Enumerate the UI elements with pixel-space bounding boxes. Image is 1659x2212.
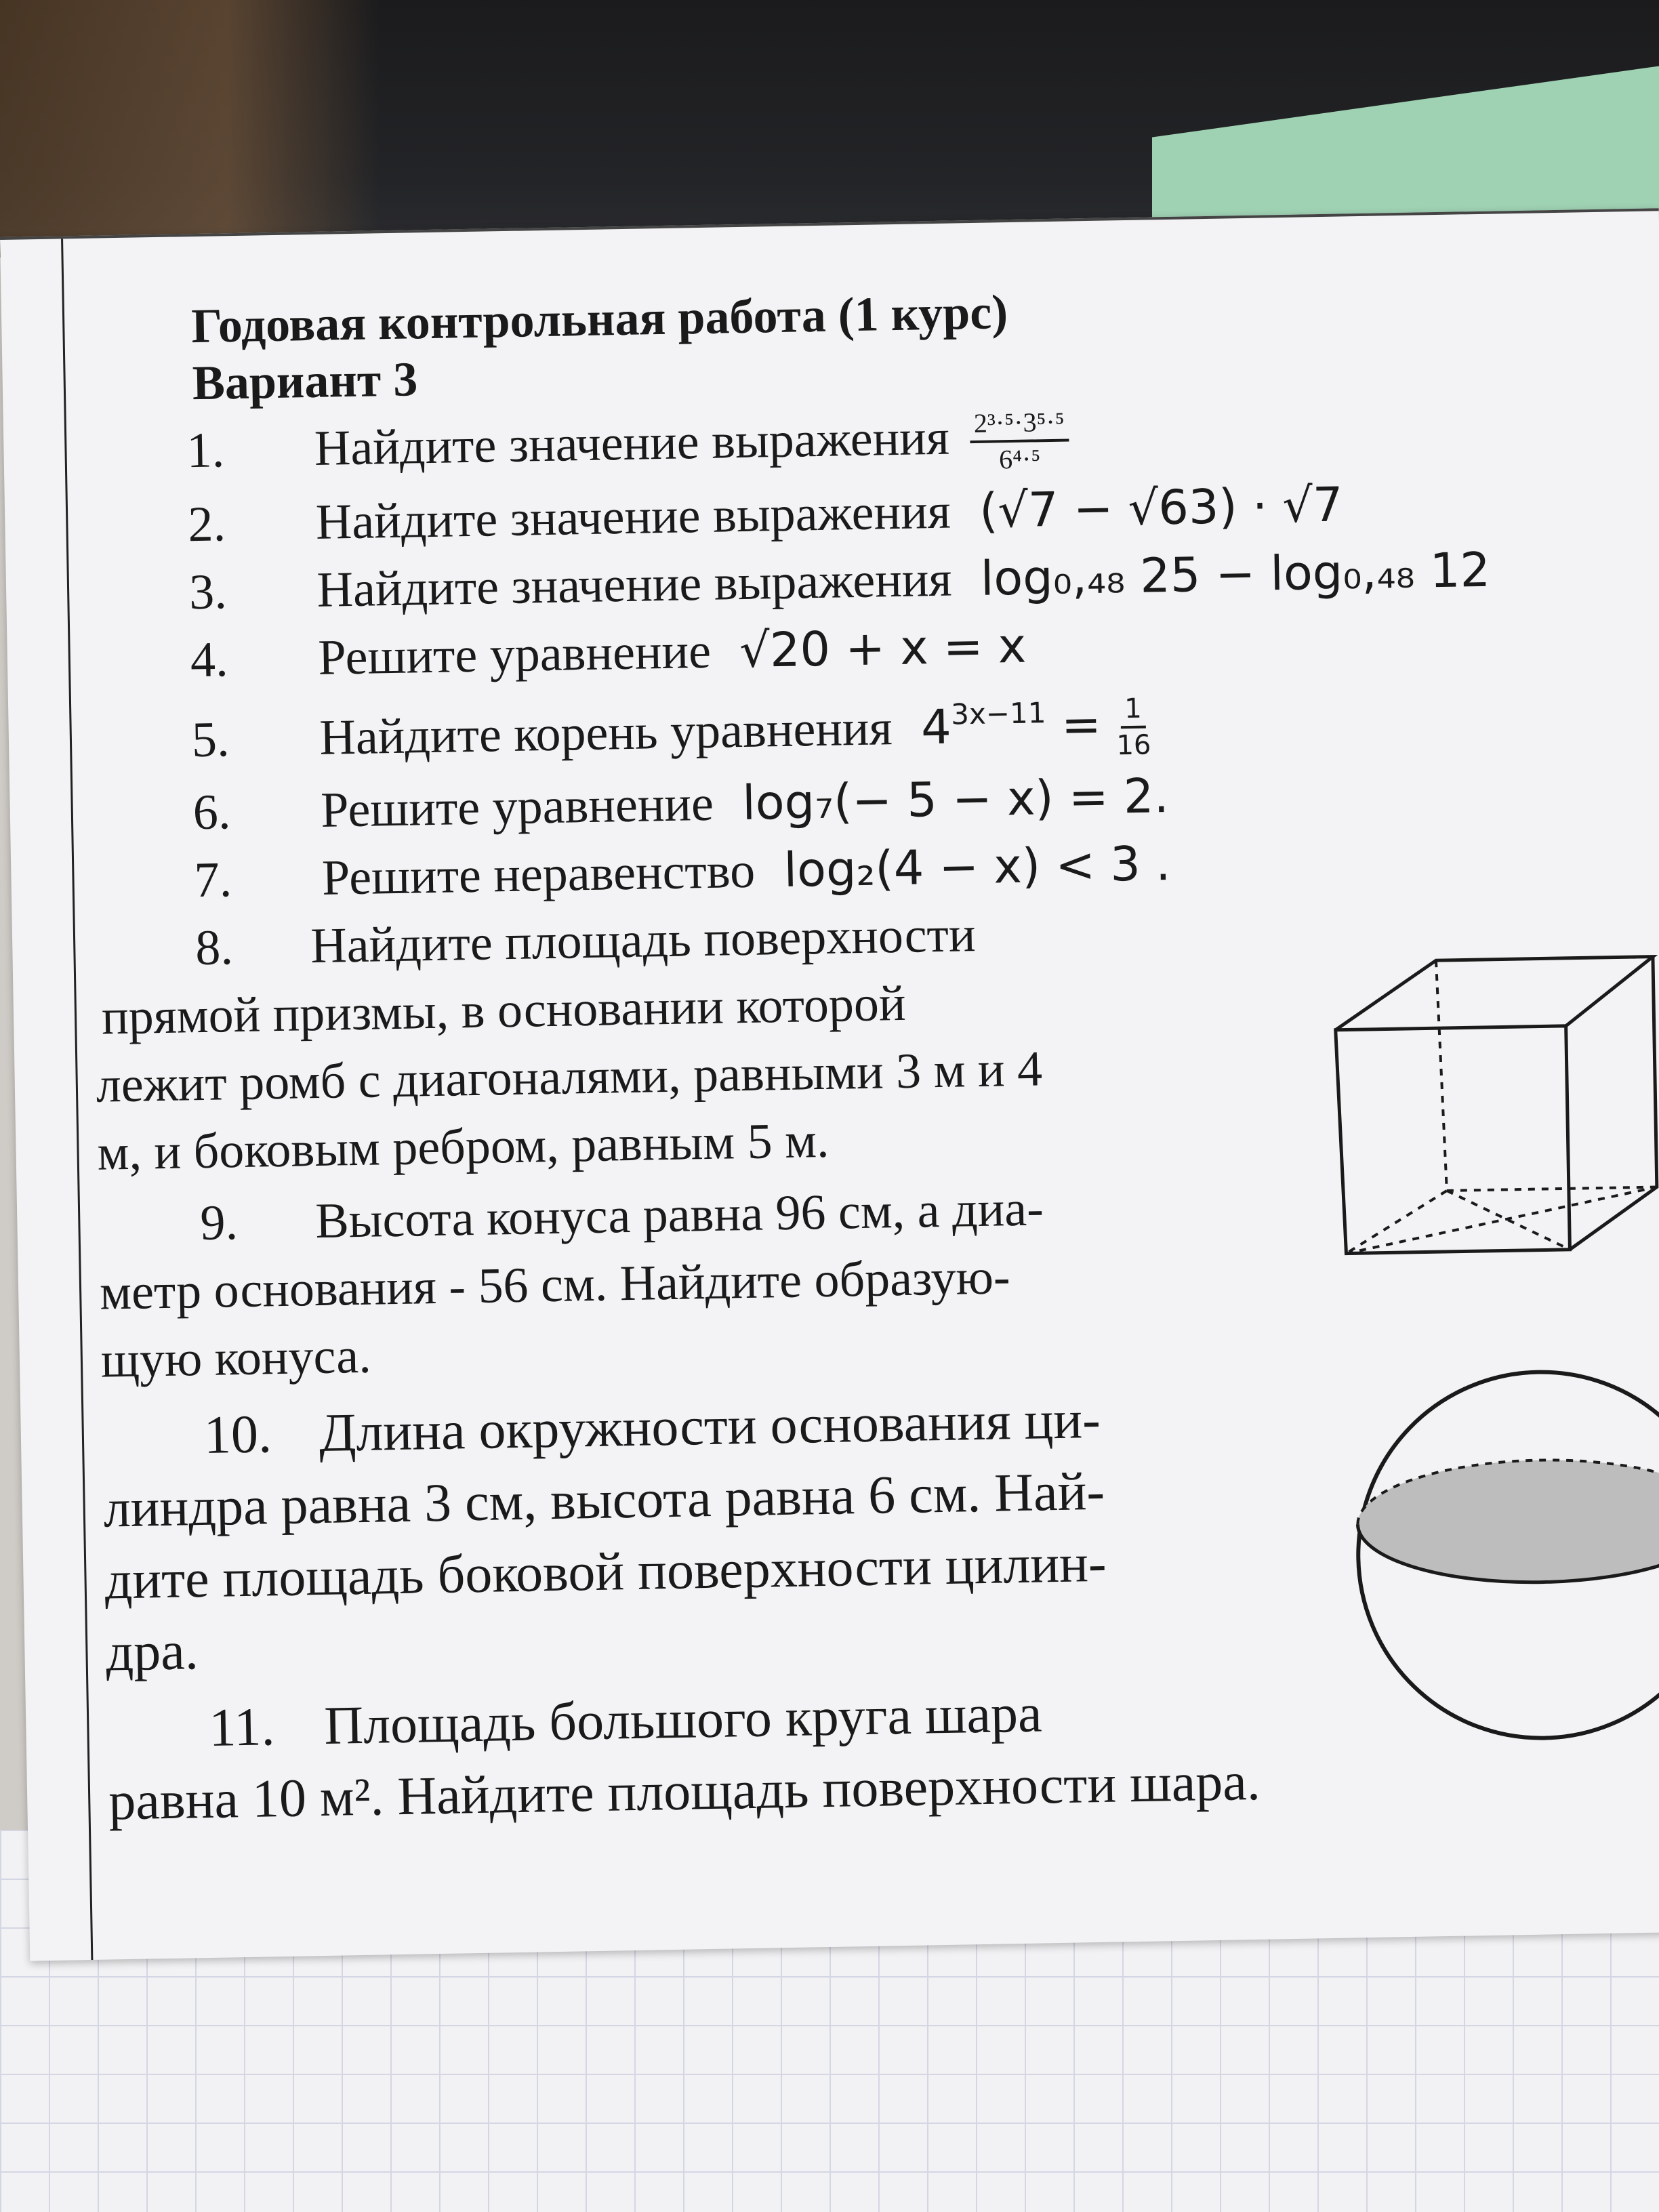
power-base: 4 [920, 699, 952, 756]
task-number: 9. [199, 1195, 239, 1252]
task-number: 2. [187, 496, 226, 553]
task-3-expression: log₀,₄₈ 25 − log₀,₄₈ 12 [980, 541, 1491, 607]
task-8-line-3: лежит ромб с диагоналями, равными 3 м и 4 [96, 1041, 1043, 1113]
sphere-icon [1341, 1363, 1659, 1748]
task-11 [107, 1673, 1329, 1837]
task-number: 5. [191, 712, 230, 769]
sheet-title: Годовая контрольная работа (1 курс) [190, 285, 1008, 354]
task-10-line-3: дите площадь боковой поверхности цилин- [104, 1533, 1107, 1611]
background-wood [0, 0, 380, 258]
equals-sign: = [1061, 696, 1102, 753]
power-exponent: 3x−11 [950, 696, 1046, 731]
task-10-line-2: линдра равна 3 см, высота равна 6 см. Най- [103, 1461, 1105, 1539]
task-number: 4. [190, 632, 229, 689]
task-9 [98, 1170, 1322, 1394]
task-text: Решите неравенство [321, 842, 756, 906]
variant-label: Вариант 3 [192, 352, 418, 411]
task-number: 7. [193, 852, 232, 909]
task-number: 11. [208, 1697, 276, 1758]
task-7-expression: log₂(4 − x) < 3 . [783, 835, 1171, 898]
task-number: 10. [203, 1404, 272, 1465]
task-9-line-3: щую конуса. [100, 1328, 372, 1389]
task-2-expression: (√7 − √63) · √7 [979, 476, 1344, 539]
exam-sheet [0, 208, 1659, 1961]
task-text: Найдите значение выражения [314, 409, 950, 476]
task-text: Найдите значение выражения [316, 551, 953, 618]
task-8-line-2: прямой призмы, в основании которой [101, 975, 907, 1046]
task-5-fraction [1115, 691, 1151, 762]
task-10 [102, 1380, 1326, 1688]
task-text: Площадь большого круга шара [323, 1683, 1043, 1756]
task-text: Найдите площадь поверхности [310, 907, 977, 975]
task-8 [94, 895, 1318, 1187]
task-text: Найдите значение выражения [315, 483, 951, 550]
task-number: 1. [186, 422, 225, 479]
task-number: 3. [188, 564, 228, 621]
task-text: Длина окружности основания ци- [319, 1389, 1101, 1464]
task-11-line-2: равна 10 м². Найдите площадь поверхности шара. [108, 1751, 1261, 1832]
fraction-denominator: 16 [1116, 729, 1151, 762]
task-text: Решите уравнение [317, 623, 712, 686]
task-text: Решите уравнение [320, 775, 714, 838]
fraction-numerator: 1 [1120, 692, 1146, 729]
task-4-expression: √20 + x = x [739, 617, 1027, 679]
task-1-fraction [969, 405, 1069, 478]
task-number: 6. [192, 784, 232, 841]
task-text: Найдите корень уравнения [319, 700, 893, 766]
fraction-numerator: 2³·⁵·3⁵·⁵ [969, 405, 1069, 444]
task-8-line-4: м, и боковым ребром, равным 5 м. [96, 1112, 830, 1181]
prism-icon [1328, 949, 1659, 1281]
fraction-denominator: 6⁴·⁵ [998, 443, 1041, 475]
task-10-line-4: дра. [105, 1621, 199, 1683]
task-6-expression: log₇(− 5 − x) = 2. [741, 768, 1170, 831]
task-text: Высота конуса равна 96 см, а диа- [314, 1181, 1044, 1250]
task-number: 8. [194, 920, 234, 977]
task-9-line-2: метр основания - 56 см. Найдите образую- [99, 1249, 1011, 1321]
task-5-expression [920, 693, 1151, 762]
